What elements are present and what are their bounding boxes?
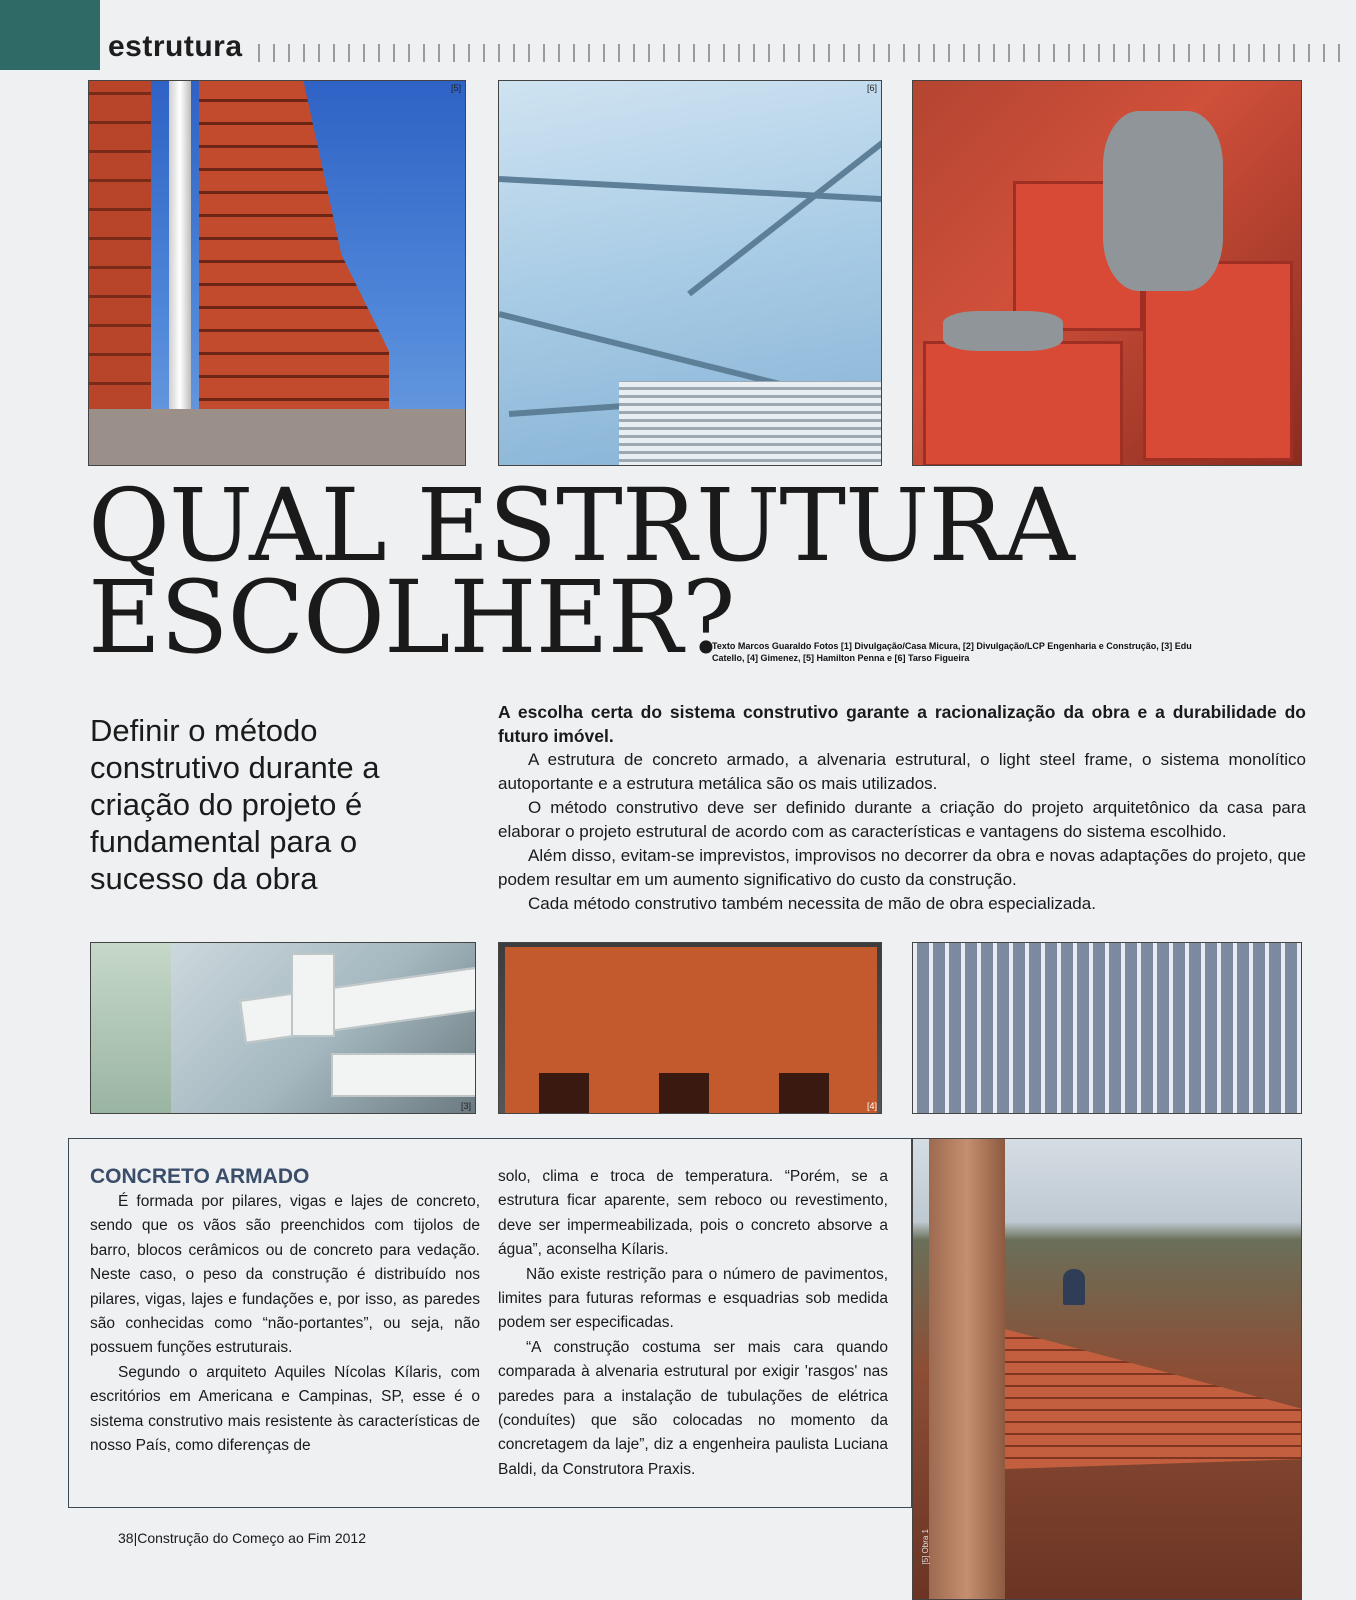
section-color-tab	[0, 0, 100, 70]
ceramic-block	[923, 341, 1123, 466]
mortar	[1103, 111, 1223, 291]
intro-paragraph: A estrutura de concreto armado, a alvenaria estrutural, o light steel frame, o sistema monolítico autoportante e a estrutura metálica são os mais utilizados.	[498, 750, 1306, 793]
brick-column	[89, 81, 151, 411]
block-hole	[779, 1073, 829, 1114]
intro-paragraph: O método construtivo deve ser definido durante a criação do projeto arquitetônico da casa para elaborar o projeto estrutural de acordo com as características e vantagens do sistema escolhido.	[498, 798, 1306, 841]
photo-brick-wall-sky	[88, 80, 466, 466]
page-title	[88, 467, 1074, 676]
photo-number: [5]	[450, 83, 461, 93]
photo-glass-roof	[498, 80, 882, 466]
intro-paragraph: Cada método construtivo também necessita de mão de obra especializada.	[528, 894, 1096, 913]
concrete-beam	[89, 409, 466, 466]
worker-figure	[1063, 1269, 1085, 1305]
block-hole	[659, 1073, 709, 1114]
mortar	[943, 311, 1063, 351]
intro-paragraph: Além disso, evitam-se imprevistos, improvisos no decorrer da obra e novas adaptações do projeto, que podem resultar em um aumento significativo do custo da construção.	[498, 846, 1306, 889]
concrete-pillar	[929, 1139, 1005, 1600]
louver-panel	[619, 381, 882, 466]
roof-beam	[687, 132, 882, 297]
photo-credits: Texto Marcos Guaraldo Fotos [1] Divulgação/Casa Micura, [2] Divulgação/LCP Engenharia e Construção, [3] Edu Catello, [4] Gimenez, [5] Hamilton Penna e [6] Tarso Figueira	[712, 641, 1192, 663]
body-paragraph: solo, clima e troca de temperatura. “Porém, se a estrutura ficar aparente, sem reboco ou revestimento, deve ser impermeabilizada, pois o concreto absorve a água”, aconselha Kílaris.	[498, 1168, 888, 1259]
page-footer: 38|Construção do Começo ao Fim 2012	[118, 1530, 366, 1546]
block-hole	[539, 1073, 589, 1114]
title-line-2: ESCOLHER?	[88, 559, 735, 676]
glass-panel	[91, 943, 171, 1114]
photo-metal-structure	[90, 942, 476, 1114]
photo-light-steel-frame	[912, 942, 1302, 1114]
photo-credit: [5] Obra 1	[921, 1529, 930, 1565]
text-column-2	[498, 1165, 888, 1482]
section-label: estrutura	[108, 30, 243, 63]
steel-beam	[291, 953, 335, 1037]
photo-structural-block	[498, 942, 882, 1114]
section-heading: CONCRETO ARMADO	[90, 1165, 310, 1188]
photo-number: [4]	[866, 1101, 877, 1111]
header-tick-rule	[258, 44, 1348, 62]
title-line-1: QUAL ESTRUTURA	[88, 467, 1074, 584]
steel-beam	[331, 1053, 476, 1097]
body-paragraph: É formada por pilares, vigas e lajes de concreto, sendo que os vãos são preenchidos com tijolos de barro, blocos cerâmicos ou de concreto para vedação. Neste caso, o peso da construção é distribuído nos pilares, vigas, lajes e fundações e, por isso, as paredes são conhecidas como “não-portantes”, ou seja, não possuem funções estruturais.	[90, 1193, 480, 1357]
lede: Definir o método construtivo durante a criação do projeto é fundamental para o sucesso da obra	[90, 713, 380, 896]
ceramic-block	[1143, 261, 1293, 461]
body-paragraph: Segundo o arquiteto Aquiles Nícolas Kílaris, com escritórios em Americana e Campinas, SP, esse é o sistema construtivo mais resistente às características de nosso País, como diferenças de	[90, 1363, 480, 1455]
brick-wall	[1005, 1269, 1302, 1469]
body-paragraph: Não existe restrição para o número de pavimentos, limites para futuras reformas e esquadrias sob medida podem ser especificadas.	[498, 1265, 888, 1332]
body-paragraph: “A construção costuma ser mais cara quando comparada à alvenaria estrutural por exigir 'rasgos' nas paredes para a instalação de tubulações de elétrica (conduítes) que são colocadas no momento da concretagem da laje”, diz a engenheira paulista Luciana Baldi, da Construtora Praxis.	[498, 1338, 888, 1478]
intro-text	[498, 700, 1306, 916]
photo-ceramic-blocks	[912, 80, 1302, 466]
photo-number: [6]	[866, 83, 877, 93]
steel-beam	[239, 966, 476, 1044]
photo-concrete-pillars-site	[912, 1138, 1302, 1600]
photo-number: [3]	[460, 1101, 471, 1111]
text-column-1	[90, 1190, 480, 1458]
white-pipe	[169, 81, 191, 421]
intro-paragraph: A escolha certa do sistema construtivo garante a racionalização da obra e a durabilidade do futuro imóvel.	[498, 702, 1306, 746]
